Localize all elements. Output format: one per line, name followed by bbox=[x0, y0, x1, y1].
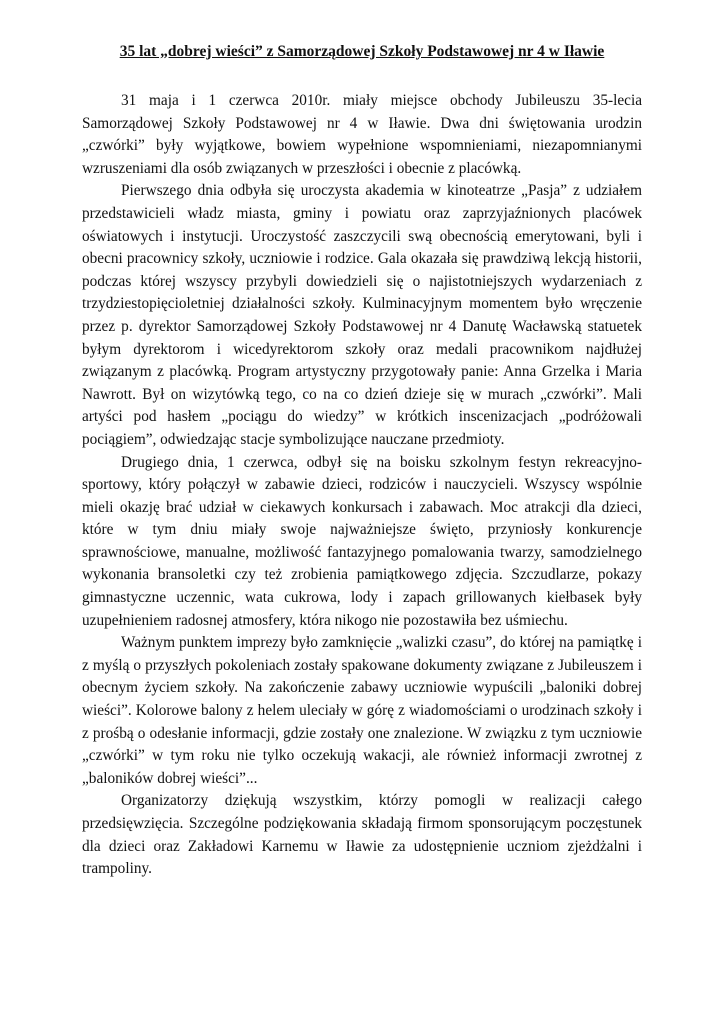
document-title: 35 lat „dobrej wieści” z Samorządowej Szkoły Podstawowej nr 4 w Iławie bbox=[119, 43, 605, 60]
paragraph-second-day: Drugiego dnia, 1 czerwca, odbył się na boisku szkolnym festyn rekreacyjno- sportowy, który połączył w zabawie dzieci, rodziców i nauczycieli. Wszyscy wspólnie mieli okazję brać udział w ciekawych konkursach i zabawach. Moc atrakcji dla dzieci, które w tym dniu miały swoje najważniejsze święto, przyniosły konkurencje sprawnościowe, manualne, możliwość fantazyjnego pomalowania twarzy, samodzielnego wykonania bransoletki czy też zrobienia pamiątkowego zdjęcia. Szczudlarze, pokazy gimnastyczne uczennic, wata cukrowa, lody i zapach grillowanych kiełbasek były uzupełnieniem radosnej atmosfery, która nikogo nie pozostawiła bez uśmiechu. bbox=[82, 453, 642, 629]
paragraph-first-day: Pierwszego dnia odbyła się uroczysta akademia w kinoteatrze „Pasja” z udziałem przedstawicieli władz miasta, gminy i powiatu oraz zaprzyjaźnionych placówek oświatowych i instytucji. Uroczystość zaszczycili swą obecnością emerytowani, byli i obecni pracownicy szkoły, uczniowie i rodzice. Gala okazała się prawdziwą lekcją historii, podczas której wszyscy przybyli dowiedzieli się o najistotniejszych wydarzeniach z trzydziestopięcioletniej działalności szkoły. Kulminacyjnym momentem było wręczenie przez p. dyrektor Samorządowej Szkoły Podstawowej nr 4 Danutę Wacławską statuetek byłym dyrektorom i wicedyrektorom szkoły oraz medali pracownikom najdłużej związanym z placówką. Program artystyczny przygotowały panie: Anna Grzelka i Maria Nawrott. Był on wizytówką tego, co na co dzień dzieje się w murach „czwórki”. Mali artyści pod hasłem „pociągu do wiedzy” w krótkich inscenizacjach „podróżowali pociągiem”, odwiedzając stacje symbolizujące nauczane przedmioty. bbox=[82, 182, 642, 448]
document-body bbox=[82, 90, 642, 881]
paragraph-intro: 31 maja i 1 czerwca 2010r. miały miejsce obchody Jubileuszu 35-lecia Samorządowej Szkoły Podstawowej nr 4 w Iławie. Dwa dni świętowania urodzin „czwórki” były wyjątkowe, bowiem wypełnione wspomnieniami, niezapomnianymi wzruszeniami dla osób związanych w przeszłości i obecnie z placówką. bbox=[82, 92, 642, 177]
paragraph-thanks: Organizatorzy dziękują wszystkim, którzy pomogli w realizacji całego przedsięwzięcia. Szczególne podziękowania składają firmom sponsorującym poczęstunek dla dzieci oraz Zakładowi Karnemu w Iławie za udostępnienie uczniom zjeżdżalni i trampoliny. bbox=[82, 792, 642, 878]
paragraph-time-capsule: Ważnym punktem imprezy było zamknięcie „walizki czasu”, do której na pamiątkę i z myślą o przyszłych pokoleniach zostały spakowane dokumenty związane z Jubileuszem i obecnym życiem szkoły. Na zakończenie zabawy uczniowie wypuścili „baloniki dobrej wieści”. Kolorowe balony z helem uleciały w górę z wiadomościami o urodzinach szkoły i z prośbą o odesłanie informacji, gdzie zostały one znalezione. W związku z tym uczniowie „czwórki” w tym roku nie tylko oczekują wakacji, ale również informacji zwrotnej z „baloników dobrej wieści”... bbox=[82, 634, 642, 787]
